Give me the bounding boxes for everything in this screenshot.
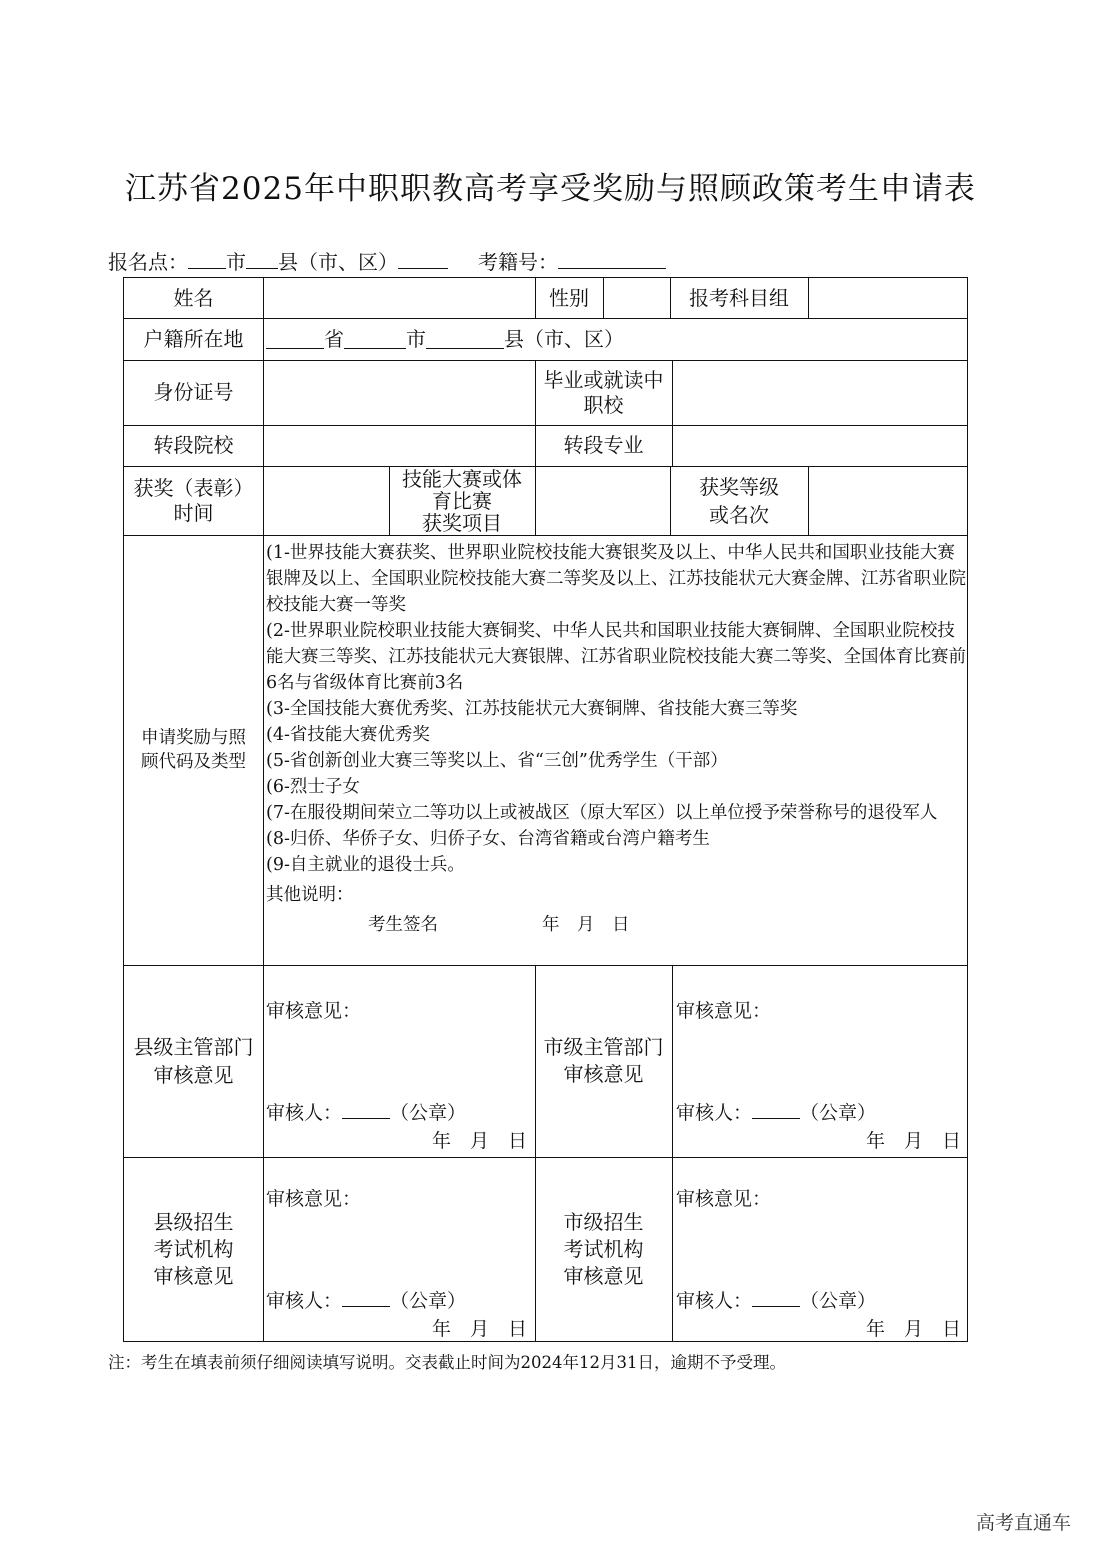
transfer-school-field[interactable] bbox=[265, 425, 535, 466]
apply-item[interactable]: (4-省技能大赛优秀奖 bbox=[266, 725, 430, 745]
apply-item[interactable]: (1-世界技能大赛获奖、世界职业院校技能大赛银奖及以上、中华人民共和国职业技能大赛银牌及以上、全国职业院校技能大赛二等奖及以上、江苏技能状元大赛金牌、江苏省职业院校技能大赛一等奖 bbox=[266, 543, 966, 615]
award-level-field[interactable] bbox=[810, 466, 967, 535]
application-form-table bbox=[123, 277, 968, 1342]
contest-label: 技能大赛或体 育比赛 获奖项目 bbox=[402, 466, 522, 535]
registration-label: 报名点： bbox=[108, 250, 188, 274]
county-dept-opinion-label: 审核意见： bbox=[266, 1000, 362, 1022]
apply-item[interactable]: (7-在服役期间荣立二等功以上或被战区（原大军区）以上单位授予荣誉称号的退役军人 bbox=[266, 803, 938, 823]
county-dept-date: 年 月 日 bbox=[432, 1130, 528, 1152]
city-exam-date: 年 月 日 bbox=[866, 1318, 962, 1340]
apply-item[interactable]: (3-全国技能大赛优秀奖、江苏技能状元大赛铜牌、省技能大赛三等奖 bbox=[266, 699, 798, 719]
apply-item[interactable]: (2-世界职业院校职业技能大赛铜奖、中华人民共和国职业技能大赛铜牌、全国职业院校技能大赛三等奖、江苏技能状元大赛银牌、江苏省职业院校技能大赛二等奖、全国体育比赛前6名与省级体育比赛前3名 bbox=[266, 621, 966, 693]
reviewer-blank[interactable] bbox=[342, 1100, 390, 1119]
apply-item[interactable]: (6-烈士子女 bbox=[266, 777, 360, 797]
county-exam-opinion-label: 审核意见： bbox=[266, 1188, 362, 1210]
name-label: 姓名 bbox=[173, 285, 214, 310]
signature-line bbox=[266, 912, 968, 938]
other-note-label: 其他说明： bbox=[266, 885, 354, 905]
city-dept-label: 市级主管部门 审核意见 bbox=[543, 1035, 664, 1086]
county-label: 县（市、区） bbox=[278, 250, 398, 274]
city-dept-date: 年 月 日 bbox=[866, 1130, 962, 1152]
id-number-label: 身份证号 bbox=[153, 380, 234, 404]
apply-item[interactable]: (9-自主就业的退役士兵。 bbox=[266, 855, 465, 875]
hukou-city-label: 市 bbox=[406, 326, 426, 351]
school-field[interactable] bbox=[674, 360, 966, 425]
county-dept-label: 县级主管部门 审核意见 bbox=[133, 1035, 254, 1087]
hukou-field[interactable] bbox=[266, 318, 966, 360]
hukou-label: 户籍所在地 bbox=[143, 326, 244, 351]
city-exam-reviewer: 审核人： （公章） bbox=[676, 1290, 877, 1312]
form-title: 江苏省2025年中职职教高考享受奖励与照顾政策考生申请表 bbox=[125, 171, 976, 207]
county-exam-date: 年 月 日 bbox=[432, 1318, 528, 1340]
city-label: 市 bbox=[226, 250, 246, 274]
transfer-school-label: 转段院校 bbox=[153, 433, 234, 457]
exam-no-label: 考籍号： bbox=[478, 250, 558, 274]
transfer-major-label: 转段专业 bbox=[563, 433, 644, 457]
apply-code-label: 申请奖励与照 顾代码及类型 bbox=[141, 728, 246, 772]
award-time-field[interactable] bbox=[265, 466, 389, 535]
city-dept-reviewer: 审核人： （公章） bbox=[676, 1102, 877, 1124]
subject-group-field[interactable] bbox=[810, 278, 967, 318]
gender-label: 性别 bbox=[549, 285, 589, 310]
name-field[interactable] bbox=[265, 278, 535, 318]
county-dept-reviewer: 审核人： （公章） bbox=[266, 1102, 467, 1124]
city-dept-opinion-label: 审核意见： bbox=[676, 1000, 772, 1022]
apply-item[interactable]: (5-省创新创业大赛三等奖以上、省“三创”优秀学生（干部） bbox=[266, 751, 728, 771]
watermark: 高考直通车 bbox=[975, 1512, 1071, 1534]
county-blank[interactable] bbox=[246, 250, 278, 269]
signature-label: 考生签名 bbox=[368, 915, 438, 935]
subject-group-label: 报考科目组 bbox=[689, 285, 789, 310]
reviewer-blank[interactable] bbox=[752, 1288, 800, 1307]
reviewer-blank[interactable] bbox=[752, 1100, 800, 1119]
city-exam-label: 市级招生 考试机构 审核意见 bbox=[563, 1209, 644, 1288]
award-level-label: 获奖等级 或名次 bbox=[699, 474, 779, 527]
hukou-province-label: 省 bbox=[324, 326, 344, 351]
signature-date: 年 月 日 bbox=[542, 915, 630, 935]
gender-field[interactable] bbox=[605, 278, 670, 318]
reviewer-blank[interactable] bbox=[342, 1288, 390, 1307]
hukou-county-label: 县（市、区） bbox=[504, 326, 624, 351]
contest-field[interactable] bbox=[537, 466, 670, 535]
registration-line bbox=[108, 246, 666, 275]
apply-items-list bbox=[266, 540, 968, 938]
district-blank[interactable] bbox=[398, 250, 448, 269]
award-time-label: 获奖（表彰） 时间 bbox=[133, 475, 254, 525]
apply-item[interactable]: (8-归侨、华侨子女、归侨子女、台湾省籍或台湾户籍考生 bbox=[266, 829, 710, 849]
footnote: 注：考生在填表前须仔细阅读填写说明。交表截止时间为2024年12月31日，逾期不予受理。 bbox=[108, 1353, 786, 1372]
id-number-field[interactable] bbox=[265, 360, 535, 425]
county-exam-label: 县级招生 考试机构 审核意见 bbox=[153, 1209, 234, 1288]
transfer-major-field[interactable] bbox=[674, 425, 966, 466]
exam-no-blank[interactable] bbox=[558, 250, 666, 269]
school-label: 毕业或就读中 职校 bbox=[543, 367, 664, 417]
county-exam-reviewer: 审核人： （公章） bbox=[266, 1290, 467, 1312]
city-blank[interactable] bbox=[188, 250, 226, 269]
city-exam-opinion-label: 审核意见： bbox=[676, 1188, 772, 1210]
